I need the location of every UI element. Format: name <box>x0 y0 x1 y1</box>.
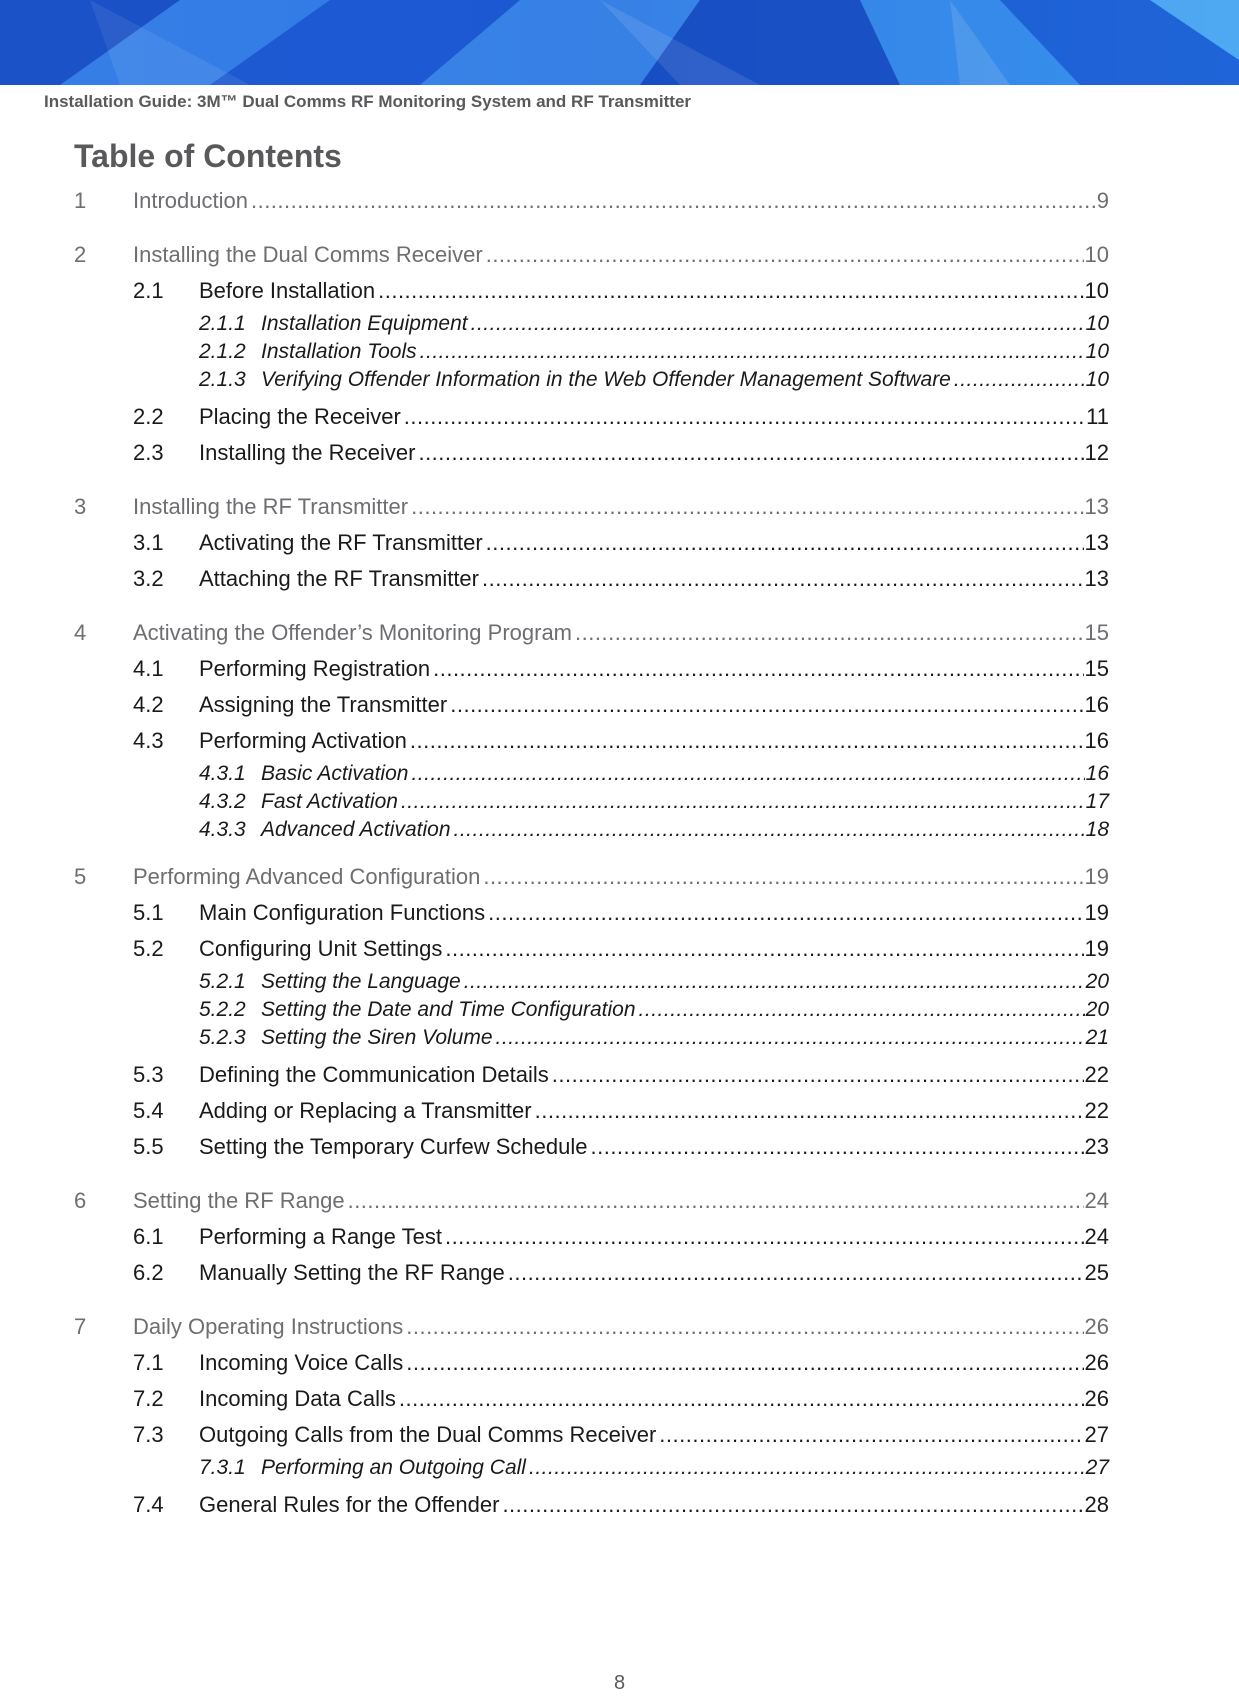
toc-entry-number: 7.2 <box>133 1386 164 1411</box>
toc-dot-leader <box>450 692 1083 718</box>
toc-entry-title[interactable]: Installation Equipment <box>261 312 468 335</box>
toc-entry-title[interactable]: Setting the RF Range <box>133 1188 345 1213</box>
toc-entry-page[interactable]: 16 <box>1085 762 1109 785</box>
toc-entry-number: 6.1 <box>133 1224 164 1249</box>
toc-entry-page[interactable]: 27 <box>1085 1456 1109 1479</box>
toc-entry-page[interactable]: 16 <box>1084 692 1109 717</box>
toc-entry-title[interactable]: Incoming Data Calls <box>199 1386 396 1411</box>
toc-entry-title[interactable]: General Rules for the Offender <box>199 1492 500 1517</box>
toc-dot-leader <box>486 242 1084 268</box>
toc-entry-title[interactable]: Adding or Replacing a Transmitter <box>199 1098 532 1123</box>
toc-entry-title[interactable]: Basic Activation <box>261 762 409 785</box>
toc-entry-4-1[interactable] <box>133 656 1109 682</box>
toc-entry-number: 3 <box>74 494 87 519</box>
toc-entry-title[interactable]: Incoming Voice Calls <box>199 1350 404 1375</box>
toc-entry-title[interactable]: Assigning the Transmitter <box>199 692 448 717</box>
toc-entry-7-1[interactable] <box>133 1350 1109 1376</box>
toc-entry-title[interactable]: Setting the Siren Volume <box>261 1026 493 1049</box>
toc-entry-5-1[interactable] <box>133 900 1109 926</box>
toc-dot-leader <box>251 188 1096 214</box>
toc-entry-title[interactable]: Activating the RF Transmitter <box>199 530 483 555</box>
toc-entry-3[interactable] <box>74 494 1109 520</box>
toc-entry-page[interactable]: 21 <box>1085 1026 1109 1049</box>
toc-entry-page[interactable]: 15 <box>1084 620 1109 645</box>
toc-entry-title[interactable]: Installation Tools <box>261 340 417 363</box>
toc-dot-leader <box>529 1456 1085 1480</box>
toc-entry-number: 4.3 <box>133 728 164 753</box>
toc-entry-page[interactable]: 26 <box>1084 1350 1109 1375</box>
toc-dot-leader <box>348 1188 1084 1214</box>
toc-dot-leader <box>445 1224 1084 1250</box>
toc-dot-leader <box>410 728 1084 754</box>
running-header: Installation Guide: 3M™ Dual Comms RF Monitoring System and RF Transmitter <box>44 92 692 111</box>
toc-entry-6[interactable] <box>74 1188 1109 1214</box>
toc-entry-title[interactable]: Outgoing Calls from the Dual Comms Receiver <box>199 1422 657 1447</box>
toc-entry-title[interactable]: Performing a Range Test <box>199 1224 442 1249</box>
toc-entry-4-3[interactable] <box>133 728 1109 754</box>
toc-entry-title[interactable]: Performing an Outgoing Call <box>261 1456 526 1479</box>
toc-dot-leader <box>399 1386 1084 1412</box>
toc-entry-2-1-2[interactable] <box>199 340 1109 364</box>
toc-entry-number: 5.5 <box>133 1134 164 1159</box>
toc-entry-5-2-2[interactable] <box>199 998 1109 1022</box>
toc-dot-leader <box>420 340 1085 364</box>
toc-entry-page[interactable]: 13 <box>1084 566 1109 591</box>
toc-entry-number: 7.4 <box>133 1492 164 1517</box>
toc-entry-page[interactable]: 10 <box>1085 340 1109 363</box>
toc-entry-number: 7.1 <box>133 1350 164 1375</box>
toc-entry-2-1-3[interactable] <box>199 368 1109 392</box>
toc-entry-number: 5.1 <box>133 900 164 925</box>
toc-entry-number: 2 <box>74 242 87 267</box>
toc-dot-leader <box>378 278 1083 304</box>
toc-entry-6-2[interactable] <box>133 1260 1109 1286</box>
toc-entry-title[interactable]: Before Installation <box>199 278 376 303</box>
toc-entry-page[interactable]: 26 <box>1084 1386 1109 1411</box>
toc-entry-7-3-1[interactable] <box>199 1456 1109 1480</box>
toc-entry-number: 4.3.1 <box>199 762 246 785</box>
toc-entry-number: 5.2 <box>133 936 164 961</box>
toc-entry-title[interactable]: Main Configuration Functions <box>199 900 486 925</box>
toc-entry-title[interactable]: Setting the Language <box>261 970 461 993</box>
toc-entry-2-1-1[interactable] <box>199 312 1109 336</box>
toc-entry-3-2[interactable] <box>133 566 1109 592</box>
toc-entry-number: 2.1.2 <box>199 340 246 363</box>
toc-entry-2-3[interactable] <box>133 440 1109 466</box>
toc-dot-leader <box>445 936 1083 962</box>
toc-entry-number: 3.2 <box>133 566 164 591</box>
toc-dot-leader <box>502 1492 1083 1518</box>
toc-entry-title[interactable]: Setting the Temporary Curfew Schedule <box>199 1134 588 1159</box>
toc-entry-title[interactable]: Placing the Receiver <box>199 404 401 429</box>
toc-entry-page[interactable]: 15 <box>1084 656 1109 681</box>
toc-entry-page[interactable]: 10 <box>1085 368 1109 391</box>
toc-entry-number: 2.1 <box>133 278 164 303</box>
toc-entry-page[interactable]: 13 <box>1084 494 1109 519</box>
toc-entry-page[interactable]: 25 <box>1084 1260 1109 1285</box>
toc-dot-leader <box>406 1314 1083 1340</box>
toc-entry-number: 5 <box>74 864 87 889</box>
toc-entry-number: 4 <box>74 620 87 645</box>
toc-entry-number: 4.3.3 <box>199 818 246 841</box>
toc-entry-5-5[interactable] <box>133 1134 1109 1160</box>
toc-dot-leader <box>411 494 1083 520</box>
toc-entry-title[interactable]: Manually Setting the RF Range <box>199 1260 505 1285</box>
toc-dot-leader <box>590 1134 1083 1160</box>
toc-entry-page[interactable]: 13 <box>1084 530 1109 555</box>
toc-entry-number: 4.1 <box>133 656 164 681</box>
toc-dot-leader <box>464 970 1085 994</box>
toc-dot-leader <box>954 368 1085 392</box>
toc-entry-title[interactable]: Defining the Communication Details <box>199 1062 549 1087</box>
toc-entry-number: 2.1.1 <box>199 312 246 335</box>
toc-entry-title[interactable]: Setting the Date and Time Configuration <box>261 998 636 1021</box>
toc-dot-leader <box>659 1422 1083 1448</box>
toc-entry-title[interactable]: Installing the Receiver <box>199 440 416 465</box>
toc-entry-page[interactable]: 19 <box>1084 936 1109 961</box>
toc-entry-title[interactable]: Performing Registration <box>199 656 431 681</box>
toc-entry-page[interactable]: 16 <box>1084 728 1109 753</box>
toc-dot-leader <box>639 998 1085 1022</box>
toc-entry-title[interactable]: Attaching the RF Transmitter <box>199 566 479 591</box>
toc-entry-page[interactable]: 28 <box>1084 1492 1109 1517</box>
toc-dot-leader <box>404 404 1085 430</box>
toc-entry-number: 6 <box>74 1188 87 1213</box>
toc-entry-title[interactable]: Performing Activation <box>199 728 407 753</box>
toc-dot-leader <box>406 1350 1083 1376</box>
toc-entry-4[interactable] <box>74 620 1109 646</box>
toc-entry-1[interactable] <box>74 188 1109 214</box>
toc-entry-page[interactable]: 9 <box>1096 188 1109 213</box>
toc-entry-page[interactable]: 22 <box>1084 1098 1109 1123</box>
toc-entry-title[interactable]: Performing Advanced Configuration <box>133 864 481 889</box>
toc-entry-5-3[interactable] <box>133 1062 1109 1088</box>
toc-entry-7-2[interactable] <box>133 1386 1109 1412</box>
toc-entry-page[interactable]: 19 <box>1084 864 1109 889</box>
toc-dot-leader <box>411 762 1084 786</box>
toc-dot-leader <box>454 818 1085 842</box>
toc-entry-number: 5.3 <box>133 1062 164 1087</box>
toc-entry-page[interactable]: 20 <box>1085 998 1109 1021</box>
toc-entry-page[interactable]: 26 <box>1084 1314 1109 1339</box>
toc-entry-page[interactable]: 22 <box>1084 1062 1109 1087</box>
toc-entry-page[interactable]: 18 <box>1085 818 1109 841</box>
toc-entry-number: 6.2 <box>133 1260 164 1285</box>
toc-entry-number: 5.2.2 <box>199 998 246 1021</box>
toc-dot-leader <box>552 1062 1084 1088</box>
toc-entry-page[interactable]: 10 <box>1085 312 1109 335</box>
toc-entry-page[interactable]: 23 <box>1084 1134 1109 1159</box>
toc-entry-title[interactable]: Verifying Offender Information in the Web Offender Management Software <box>261 368 951 391</box>
toc-entry-7-3[interactable] <box>133 1422 1109 1448</box>
toc-entry-page[interactable]: 17 <box>1085 790 1109 813</box>
page-number: 8 <box>613 1672 626 1694</box>
toc-entry-5[interactable] <box>74 864 1109 890</box>
toc-entry-4-3-1[interactable] <box>199 762 1109 786</box>
toc-dot-leader <box>496 1026 1085 1050</box>
toc-dot-leader <box>482 566 1084 592</box>
toc-dot-leader <box>401 790 1085 814</box>
toc-entry-3-1[interactable] <box>133 530 1109 556</box>
toc-entry-number: 3.1 <box>133 530 164 555</box>
toc-entry-number: 4.3.2 <box>199 790 246 813</box>
toc-entry-4-3-3[interactable] <box>199 818 1109 842</box>
toc-entry-2[interactable] <box>74 242 1109 268</box>
toc-entry-title[interactable]: Configuring Unit Settings <box>199 936 443 961</box>
toc-entry-number: 7.3.1 <box>199 1456 246 1479</box>
toc-entry-4-3-2[interactable] <box>199 790 1109 814</box>
toc-entry-page[interactable]: 20 <box>1085 970 1109 993</box>
toc-entry-page[interactable]: 11 <box>1086 404 1109 429</box>
toc-dot-leader <box>486 530 1084 556</box>
toc-entry-title[interactable]: Daily Operating Instructions <box>133 1314 404 1339</box>
toc-entry-number: 2.1.3 <box>199 368 246 391</box>
toc-dot-leader <box>471 312 1085 336</box>
toc-entry-6-1[interactable] <box>133 1224 1109 1250</box>
toc-entry-page[interactable]: 10 <box>1084 242 1109 267</box>
toc-dot-leader <box>575 620 1084 646</box>
toc-entry-number: 5.2.3 <box>199 1026 246 1049</box>
toc-entry-5-2[interactable] <box>133 936 1109 962</box>
toc-dot-leader <box>488 900 1083 926</box>
toc-entry-number: 5.2.1 <box>199 970 246 993</box>
toc-entry-number: 5.4 <box>133 1098 164 1123</box>
toc-entry-title[interactable]: Installing the RF Transmitter <box>133 494 409 519</box>
toc-entry-page[interactable]: 24 <box>1084 1224 1109 1249</box>
toc-dot-leader <box>418 440 1083 466</box>
toc-entry-title[interactable]: Fast Activation <box>261 790 398 813</box>
toc-entry-number: 7 <box>74 1314 87 1339</box>
toc-entry-4-2[interactable] <box>133 692 1109 718</box>
toc-entry-7[interactable] <box>74 1314 1109 1340</box>
toc-entry-page[interactable]: 10 <box>1084 278 1109 303</box>
toc-entry-title[interactable]: Activating the Offender’s Monitoring Program <box>133 620 573 645</box>
toc-entry-title[interactable]: Introduction <box>133 188 248 213</box>
toc-entry-7-4[interactable] <box>133 1492 1109 1518</box>
toc-entry-5-4[interactable] <box>133 1098 1109 1124</box>
toc-entry-number: 2.3 <box>133 440 164 465</box>
toc-title: Table of Contents <box>74 138 342 174</box>
toc-entry-5-2-3[interactable] <box>199 1026 1109 1050</box>
toc-dot-leader <box>433 656 1083 682</box>
toc-entry-page[interactable]: 27 <box>1084 1422 1109 1447</box>
toc-entry-number: 1 <box>74 188 87 213</box>
toc-dot-leader <box>483 864 1083 890</box>
toc-entry-2-2[interactable] <box>133 404 1109 430</box>
toc-entry-number: 7.3 <box>133 1422 164 1447</box>
toc-dot-leader <box>508 1260 1084 1286</box>
toc-entry-number: 2.2 <box>133 404 164 429</box>
toc-dot-leader <box>535 1098 1084 1124</box>
toc-entry-2-1[interactable] <box>133 278 1109 304</box>
toc-entry-number: 4.2 <box>133 692 164 717</box>
toc-entry-page[interactable]: 12 <box>1084 440 1109 465</box>
toc-entry-page[interactable]: 19 <box>1084 900 1109 925</box>
toc-entry-page[interactable]: 24 <box>1084 1188 1109 1213</box>
toc-entry-title[interactable]: Advanced Activation <box>261 818 451 841</box>
toc-entry-5-2-1[interactable] <box>199 970 1109 994</box>
toc-entry-title[interactable]: Installing the Dual Comms Receiver <box>133 242 483 267</box>
